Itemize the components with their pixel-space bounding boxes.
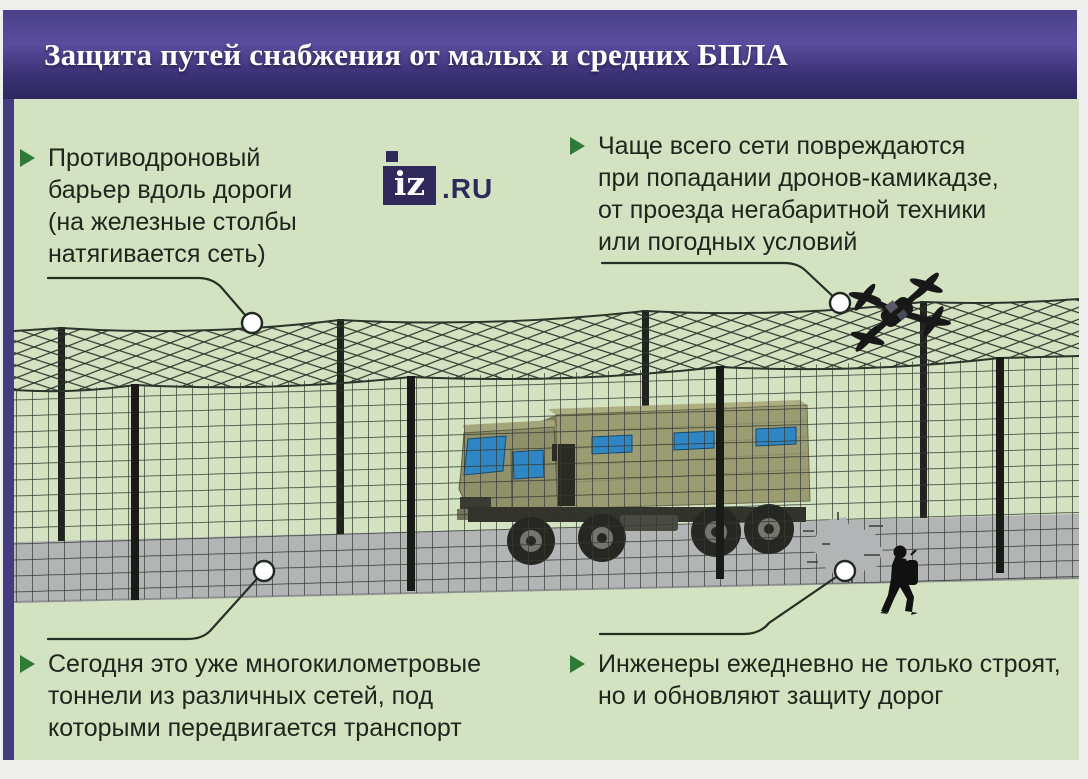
page-title: Защита путей снабжения от малых и средних БПЛА [44,36,789,72]
annotation-line: или погодных условий [598,228,858,256]
annotation-line: от проезда негабаритной техники [598,196,987,224]
header-bar [3,10,1077,99]
annotation-bottom-right [570,648,1061,712]
annotation-line: которыми передвигается транспорт [48,714,462,742]
logo-mark: iz [393,164,426,203]
annotation-line: барьер вдоль дороги [48,176,293,204]
annotation-line: при попадании дронов-камикадзе, [598,164,999,192]
left-frame-border [3,10,14,760]
annotation-line: натягивается сеть) [48,240,266,268]
annotation-line: тоннели из различных сетей, под [48,682,434,710]
annotation-line: (на железные столбы [48,208,297,236]
bullet-triangle-icon [570,137,585,155]
logo-domain: .RU [442,173,494,204]
logo-dot-icon [386,151,398,162]
annotation-bottom-left [20,648,481,744]
annotation-top-left [20,142,297,270]
annotation-line: Инженеры ежедневно не только строят, [598,650,1061,678]
izru-logo [383,140,533,208]
logo-mark-box [383,166,436,205]
annotation-top-right [570,130,999,258]
bullet-triangle-icon [20,149,35,167]
annotation-line: Чаще всего сети повреждаются [598,132,966,160]
annotation-line: но и обновляют защиту дорог [598,682,944,710]
annotation-line: Противодроновый [48,144,261,172]
annotation-line: Сегодня это уже многокилометровые [48,650,482,678]
bullet-triangle-icon [20,655,35,673]
bullet-triangle-icon [570,655,585,673]
